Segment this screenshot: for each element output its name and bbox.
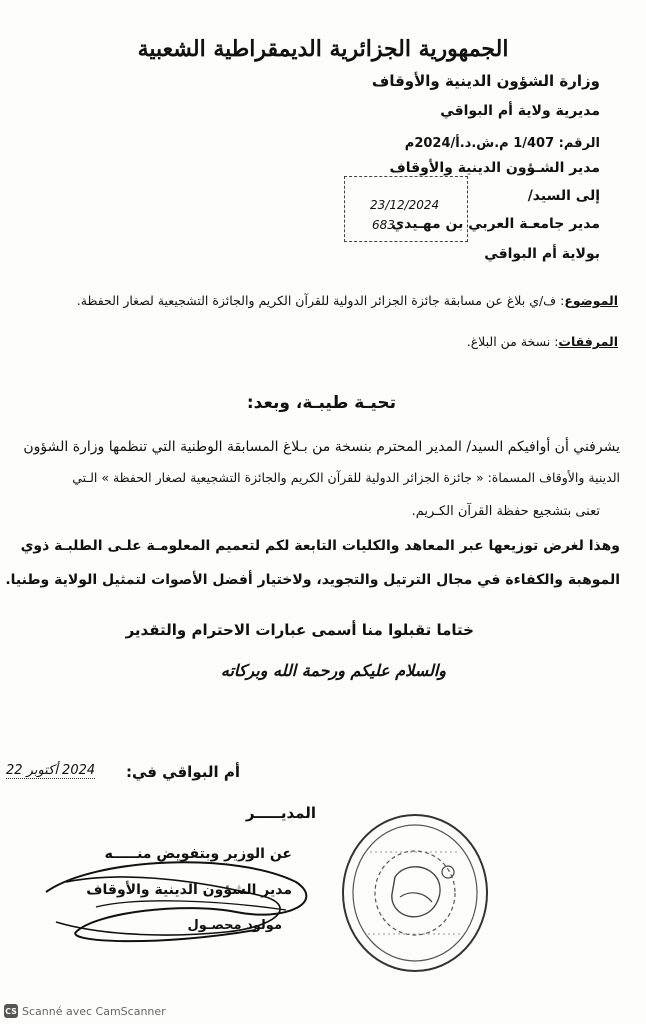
signing-date: 2024 أكتوبر 22 [6, 763, 96, 778]
greeting: تحيـة طيبـة، وبعد: [246, 393, 396, 413]
signatory-line-1: عن الوزير وبتفويض منـــــه [104, 846, 292, 862]
registration-date: 23/12/2024 [370, 198, 440, 212]
attachments-label: المرفقات [558, 334, 618, 349]
body-paragraph-2-line-2: الموهبة والكفاءة في مجال الترتيل والتجويد، ولاختيار أفضل الأصوات لتمثيل الولاية وطنيا. [5, 572, 620, 588]
subject-label: الموضوع [564, 293, 618, 308]
body-paragraph-1-line-3: تعنى بتشجيع حفظة القرآن الكـريم. [411, 504, 600, 519]
recipient-location: بولاية أم البواقي [484, 246, 600, 262]
official-seal [340, 812, 490, 974]
republic-heading: الجمهورية الجزائرية الديمقراطية الشعبية [137, 36, 509, 62]
directorate-name: مديرية ولاية أم البواقي [440, 103, 600, 119]
body-paragraph-1-line-2: الدينية والأوقاف المسماة: « جائزة الجزائر الدولية للقرآن الكريم والجائزة التشجيعية لصغار الحفظة » الـتي [72, 470, 620, 485]
body-paragraph-1-line-1: يشرفني أن أوافيكم السيد/ المدير المحترم بنسخة من بـلاغ المسابقة الوطنية التي تنظمها وزارة الشؤون [23, 439, 620, 455]
attachments-line: المرفقات: نسخة من البلاغ. [466, 334, 618, 349]
scanner-watermark [4, 1004, 166, 1018]
registration-number: 683 [372, 218, 395, 232]
director-title: المديـــــر [245, 804, 316, 822]
ministry-name: وزارة الشؤون الدينية والأوقاف [371, 72, 600, 90]
reference-number: الرقم: 1/407 م.ش.د.أ/2024م [404, 136, 600, 151]
camscanner-logo-icon: CS [4, 1004, 18, 1018]
scanner-watermark-text: Scanné avec CamScanner [22, 1004, 166, 1018]
signatory-line-2: مدير الشؤون الدينية والأوقاف [86, 882, 292, 898]
addressee-prefix: إلى السيد/ [527, 188, 600, 204]
handwritten-signature [36, 852, 336, 952]
recipient-title: مدير جامعـة العربي بن مهـيدي [391, 216, 600, 232]
body-paragraph-2-line-1: وهذا لغرض توزيعها عبر المعاهد والكليات التابعة لكم لتعميم المعلومـة علـى الطلبـة ذوي [20, 538, 620, 554]
attachments-text: نسخة من البلاغ. [466, 334, 551, 349]
subject-text: ف/ي بلاغ عن مسابقة جائزة الجزائر الدولية للقرآن الكريم والجائزة التشجيعية لصغار الحفظة. [76, 293, 557, 308]
signatory-name: مولود محصـول [187, 918, 282, 933]
subject-line: الموضوع: ف/ي بلاغ عن مسابقة جائزة الجزائر الدولية للقرآن الكريم والجائزة التشجيعية لصغار الحفظة. [76, 293, 618, 308]
salutation: والسلام عليكم ورحمة الله وبركاته [220, 661, 446, 680]
signing-place: أم البواقي في: [125, 763, 240, 781]
sender-title: مدير الشـؤون الدينية والأوقاف [389, 160, 600, 176]
closing-line: ختاما تقبلوا منا أسمى عبارات الاحترام والتقدير [125, 621, 474, 639]
